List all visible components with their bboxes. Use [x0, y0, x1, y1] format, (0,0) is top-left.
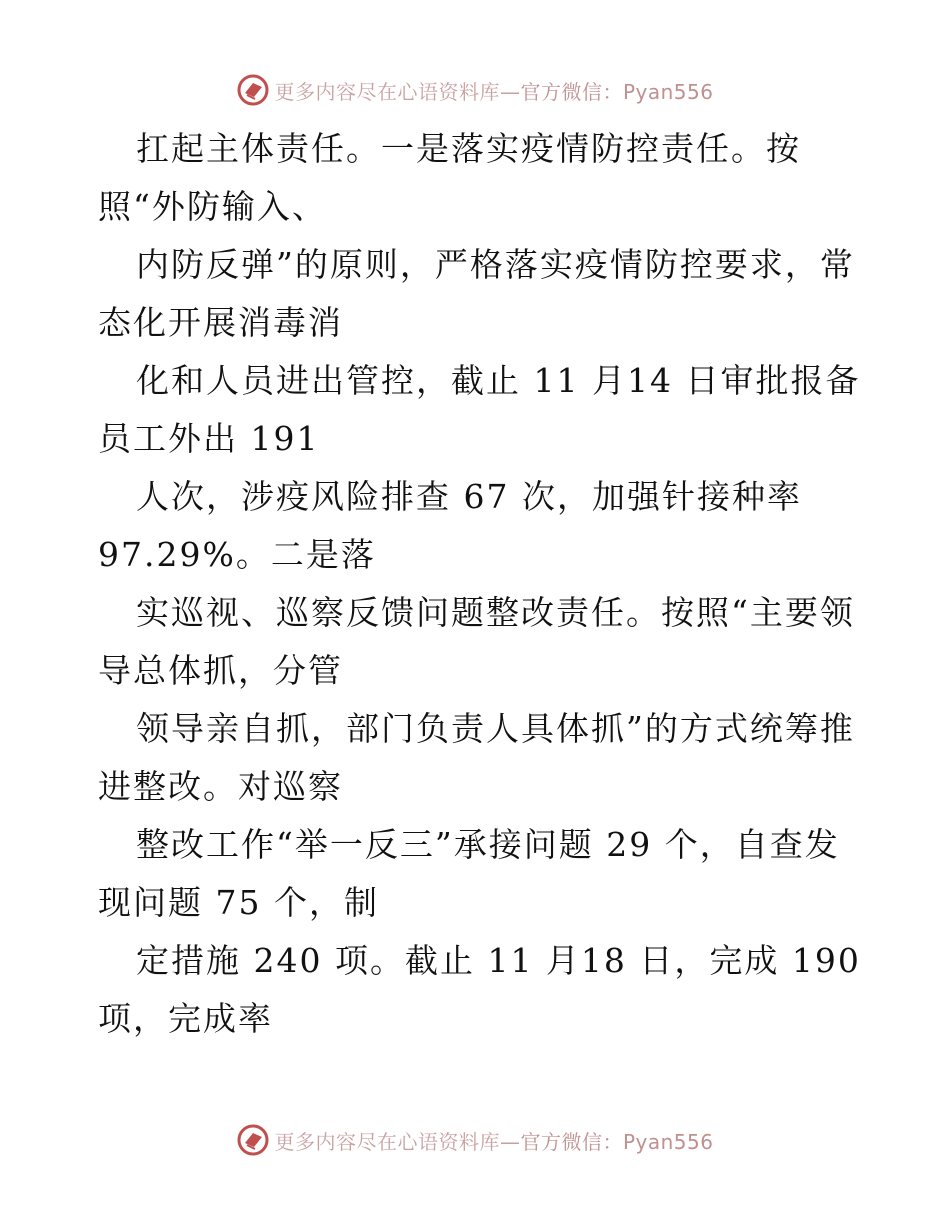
body-line: 领导亲自抓，部门负责人具体抓”的方式统筹推 [136, 709, 855, 748]
header-watermark-banner [0, 70, 950, 110]
watermark-separator: — [499, 1129, 521, 1154]
body-line: 项，完成率 [98, 999, 273, 1038]
document-body [98, 120, 861, 1048]
watermark-separator: — [499, 79, 521, 104]
body-line: 态化开展消毒消 [98, 303, 343, 342]
watermark-site-name: 更多内容尽在心语资料库 [274, 79, 500, 104]
footer-watermark-banner [0, 1120, 950, 1160]
body-line: 人次，涉疫风险排查 67 次，加强针接种率 [136, 477, 802, 516]
body-line: 定措施 240 项。截止 11 月18 日，完成 190 [136, 941, 861, 980]
body-line: 化和人员进出管控，截止 11 月14 日审批报备 [136, 361, 861, 400]
body-line: 扛起主体责任。一是落实疫情防控责任。按 [136, 129, 801, 168]
watermark-wechat: 官方微信：Pyan556 [520, 1129, 714, 1154]
body-line: 现问题 75 个，制 [98, 883, 379, 922]
book-logo-icon [236, 73, 270, 107]
body-line: 照“外防输入、 [98, 187, 327, 226]
body-line: 97.29%。二是落 [98, 535, 376, 574]
book-logo-icon [236, 1123, 270, 1157]
body-line: 实巡视、巡察反馈问题整改责任。按照“主要领 [136, 593, 855, 632]
body-line: 整改工作“举一反三”承接问题 29 个，自查发 [136, 825, 840, 864]
body-line: 内防反弹”的原则，严格落实疫情防控要求，常 [136, 245, 855, 284]
watermark-text [274, 1126, 713, 1155]
body-line: 进整改。对巡察 [98, 767, 343, 806]
watermark-wechat: 官方微信：Pyan556 [520, 79, 714, 104]
watermark-site-name: 更多内容尽在心语资料库 [274, 1129, 500, 1154]
body-line: 员工外出 191 [98, 419, 320, 458]
body-line: 导总体抓，分管 [98, 651, 343, 690]
watermark-text [274, 76, 713, 105]
